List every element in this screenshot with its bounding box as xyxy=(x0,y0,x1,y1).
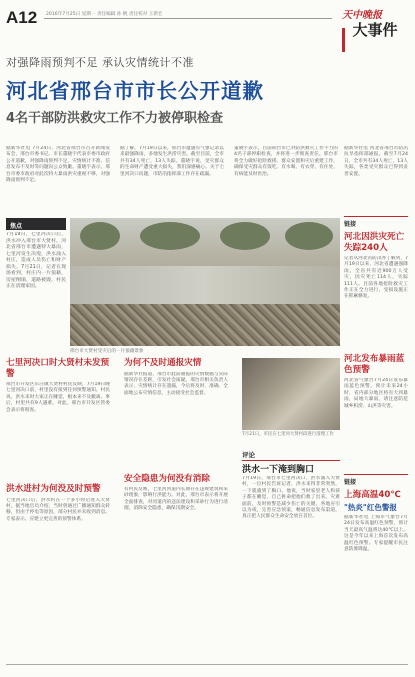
focus-tag: 焦点 xyxy=(6,218,66,230)
right-lead-text: 据新华社电 河北省邢台市防汛抗旱指挥部通报，截至7月24日，全市共有34人死亡，13人失踪，各类受灾群众已得到妥善安置。 xyxy=(344,146,408,177)
story-column-1 xyxy=(6,358,110,618)
story-text: 有村民反映，七里河河道内长期存在违规建筑和采砂现象，影响行洪能力。对此，邢台市表示将开展全面排查，对河道内的违法建设和采砂行为进行清理，消除安全隐患，确保汛期安全。 xyxy=(124,487,228,512)
photo-tree xyxy=(140,222,200,250)
section-tag xyxy=(348,22,402,38)
photo-tree xyxy=(285,222,333,250)
page-header xyxy=(0,0,415,52)
photo-section xyxy=(6,218,340,354)
right-column xyxy=(344,146,408,666)
inset-caption: 7月21日，市民在七里河大贤村段进行清理工作 xyxy=(242,432,334,437)
story-headline: 洪水进村为何没及时预警 xyxy=(6,484,101,494)
link-label: 链接 xyxy=(344,474,408,488)
story-text: 七里河决口后，洪水约在一个多小时后进入大贤村。据当地官员介绍，当时曾通过广播通知群众转移，但由于停电等原因，部分村民并未收到消息。专家表示，应建立更完善的预警体系。 xyxy=(6,497,110,522)
brand-logo: 天中晚报 xyxy=(342,10,382,21)
comment-label: 评论 xyxy=(242,450,340,461)
story-headline: 安全隐患为何没有消除 xyxy=(124,473,210,484)
right-subheadline: "热炎"红色警报 xyxy=(344,502,397,512)
story-column-2 xyxy=(124,358,228,607)
headline-area xyxy=(6,54,336,126)
right-headline: 河北因洪灾死亡失踪240人 xyxy=(344,232,405,253)
photo-debris xyxy=(70,304,340,346)
story-text: 据新华社报道，邢台市此前通报的灾情数据与实际情况存在差距，引发社会质疑。邢台市相关负责人表示，灾情统计存在遗漏，今后将及时、准确、全面地公布灾情信息，主动接受社会监督。 xyxy=(124,371,228,396)
story-headline: 七里河决口时大贤村未发预警 xyxy=(6,358,110,379)
right-text: 据新华社电 上海市气象台7月24日发布高温红色预警，预计当天最高气温将达40℃以上。这是今年以来上海首次发布高温红色预警。专家提醒市民注意防暑降温。 xyxy=(344,515,408,553)
subheadline: 4名干部防洪救灾工作不力被停职检查 xyxy=(6,111,224,126)
issue-line: 2016年7月25日 星期一 责任编辑 孙 帆 责任校对 王新宏 xyxy=(46,12,163,17)
main-headline: 河北省邢台市市长公开道歉 xyxy=(6,79,264,103)
inset-photo xyxy=(242,358,340,430)
flood-photo xyxy=(70,218,340,346)
story-headline: 为何不及时通报灾情 xyxy=(124,358,202,368)
intro-columns xyxy=(6,146,340,218)
intro-column-3: 董晓宇表示，目前邢台市已对防洪救灾工作不力的4名干部停职检查，并将进一步彻查责任。邢台市将全力做好抢险救援、群众安置和灾后重建工作，确保受灾群众有饭吃、有水喝、有衣穿、有住处、有病能及时医治。 xyxy=(234,146,338,177)
right-text: 河北省气象台7月24日发布暴雨蓝色预警，预计未来24小时，省内部分地区将有大到暴雨，局地大暴雨，请注意防范城乡积涝、山洪等灾害。 xyxy=(344,378,408,409)
right-headline: 河北发布暴雨蓝色预警 xyxy=(344,354,405,375)
comment-title: 洪水一下淹到胸口 xyxy=(242,465,315,475)
intro-column-2: 据了解，7月19日以来，邢台市遭遇有气象记录以来最强降雨，多地发生洪涝灾害。截至目前，全市共有34人死亡、13人失踪。董晓宇说，受灾群众的生命财产遭受重大损失，我们深感痛心。关于七里河决口问题，市防汛指挥部工作存在疏漏。 xyxy=(120,146,224,177)
section-label: 大事件 xyxy=(352,21,398,39)
comment-text: 7月19日，邢台市七里河决口，洪水涌入大贤村，一位村民告诉记者，洪水来得非常突然，一下就淹到了胸口。他说，当时家里老人和孩子都在睡觉，自己拼命把他们救了出来。灾难面前，及时预警是减少伤亡的关键，各地应引以为戒，完善应急预案，畅通信息发布渠道，真正把人民群众生命安全放在首位。 xyxy=(242,476,340,520)
link-label: 链接 xyxy=(344,216,408,230)
right-headline: 上海高温40℃ xyxy=(344,490,401,500)
photo-tree xyxy=(80,222,120,250)
section-mark xyxy=(342,28,345,52)
right-text: 记者从河北省防汛办了解到，7月19日以来，河北省遭遇强降雨，全省共有近900万人受灾，因灾死亡114人，失踪111人。目前各地抢险救灾工作正在全力进行，受损设施正在抓紧修复。 xyxy=(344,256,408,300)
lower-stories xyxy=(6,358,340,658)
photo-tree xyxy=(220,222,270,250)
kicker: 对强降雨预判不足 承认灾情统计不准 xyxy=(6,56,194,69)
story-text: 邢台市开发区东汪镇大贤村村民反映，7月19日晚七里河决口前，村里没有接到任何预警通知。村民说，洪水来时大家正在睡觉，根本来不及撤离。事后，村里共有9人遇难。对此，邢台市开发区管委会表示将彻查。 xyxy=(6,382,110,413)
focus-caption: 7月19日，七里河决口后，洪水冲入邢台市大贤村。河北省邢台市遭遇特大暴雨，七里河发生决堤，洪水涌入村庄，造成人员伤亡和财产损失。7月21日，记者在现场看到，村庄内一片狼藉，房屋倒塌，道路被毁，村民正在清理家园。 xyxy=(6,232,66,289)
page-number: A12 xyxy=(6,8,38,27)
intro-column-1: 据新华社电 7月24日，河北省邢台市召开新闻发布会，邢台市委书记、市长董晓宇代表市委市政府公开道歉，对强降雨预判不足、灾情统计不准、信息发布不及时等问题向公众致歉。董晓宇表示，邢台市委市政府对此次特大暴雨洪灾重视不够，对强降雨预判不足。 xyxy=(6,146,110,184)
photo-caption: 邢台市大贤村受灾后的一片狼藉景象 xyxy=(70,349,144,354)
footer-rule xyxy=(6,664,408,665)
header-rule xyxy=(44,18,332,19)
photo-floodwater xyxy=(70,266,340,306)
